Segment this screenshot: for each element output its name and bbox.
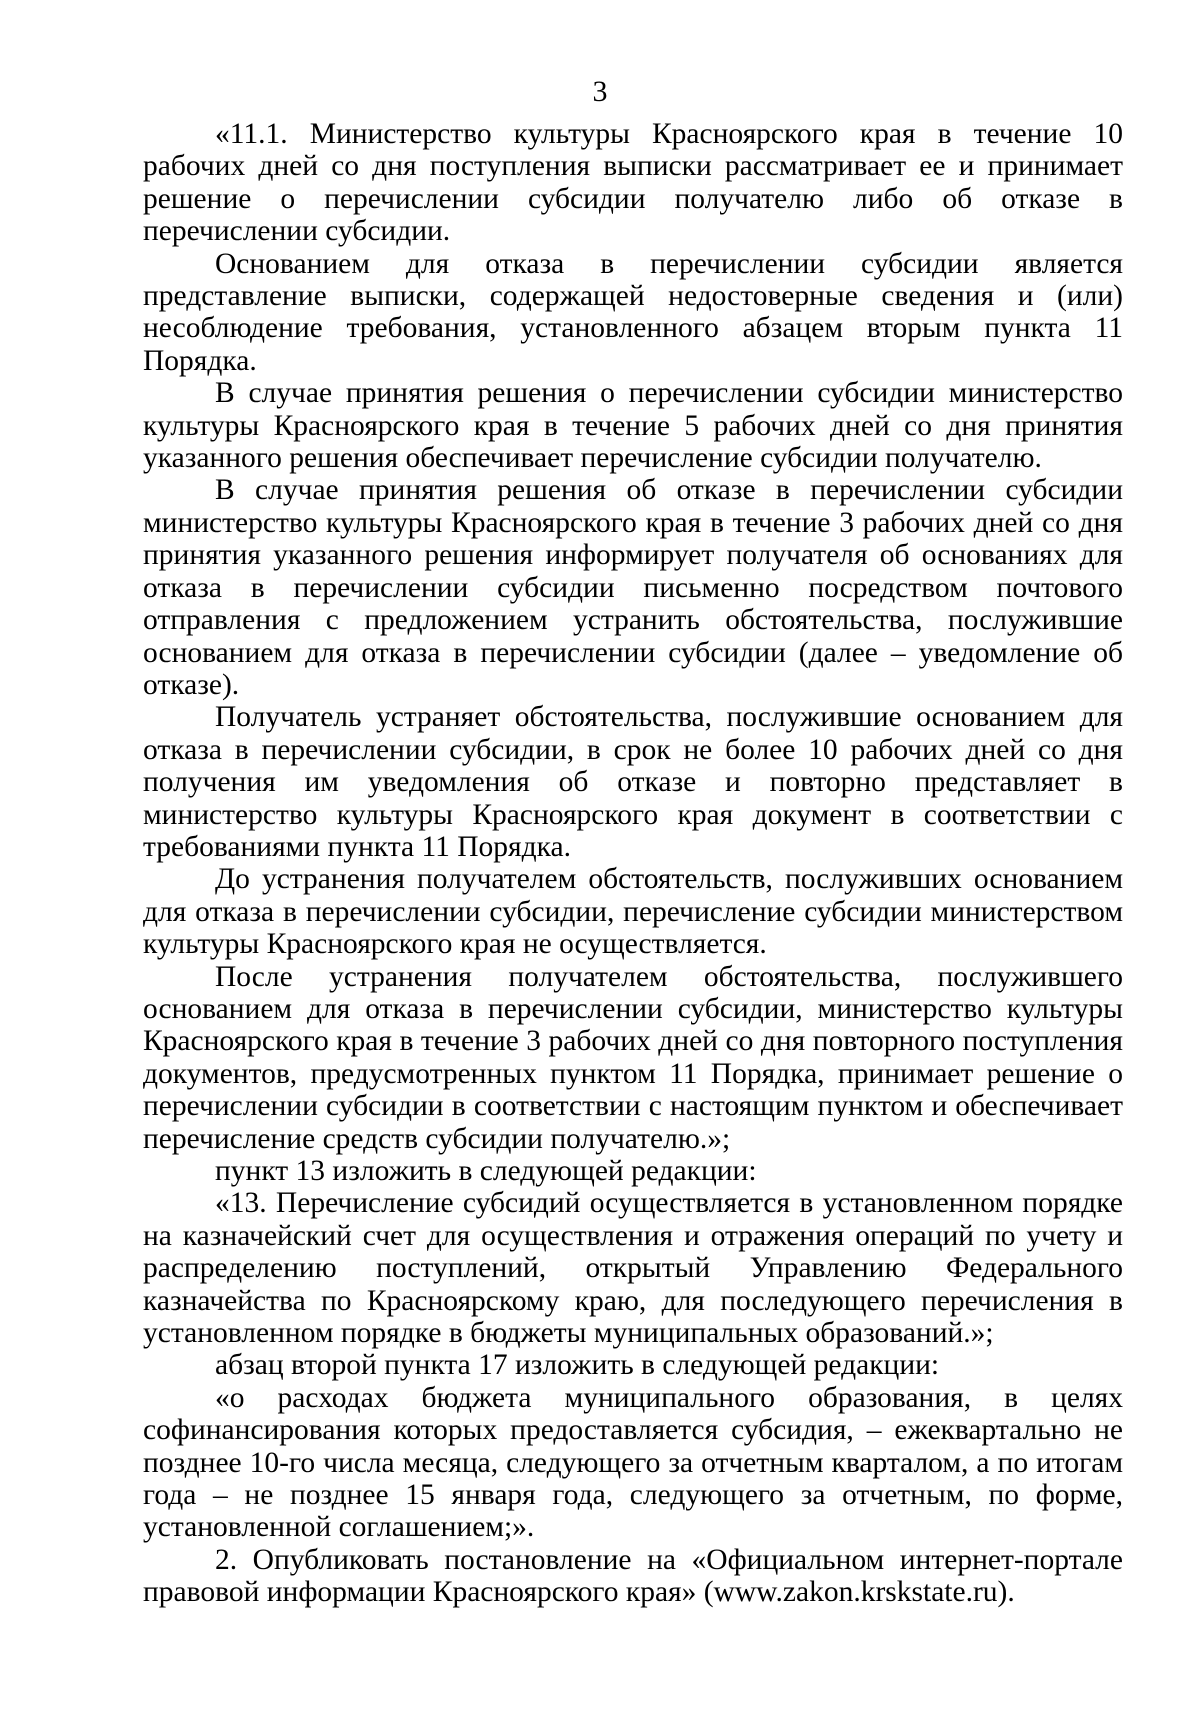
- page-number: 3: [592, 75, 608, 108]
- paragraph-refusal-grounds: Основанием для отказа в перечислении субсидии является представление выписки, содержащей недостоверные сведения и (или) несоблюдение требования, установленного абзацем вторым пункта 11 Порядка.: [143, 247, 1123, 377]
- paragraph-transfer-suspension: До устранения получателем обстоятельств, послуживших основанием для отказа в перечислении субсидии, перечисление субсидии министерством культуры Красноярского края не осуществляется.: [143, 863, 1123, 961]
- document-body: [143, 118, 1123, 1609]
- paragraph-item-13-intro: пункт 13 изложить в следующей редакции:: [215, 1155, 757, 1187]
- paragraph-after-elimination: После устранения получателем обстоятельства, послужившего основанием для отказа в перечислении субсидии, министерство культуры Красноярского края в течение 3 рабочих дней со дня повторного поступления документов, предусмотренных пунктом 11 Порядка, принимает решение о перечислении субсидии в соответствии с настоящим пунктом и обеспечивает перечисление средств субсидии получателю.»;: [143, 960, 1123, 1155]
- paragraph-item-13: «13. Перечисление субсидий осуществляется в установленном порядке на казначейский счет для осуществления и отражения операций по учету и распределению поступлений, открытый Управлению Федерального казначейства по Красноярскому краю, для последующего перечисления в установленном порядке в бюджеты муниципальных образований.»;: [143, 1187, 1123, 1350]
- paragraph-publication: 2. Опубликовать постановление на «Официальном интернет-портале правовой информации Красноярского края» (www.zakon.krskstate.ru).: [143, 1543, 1123, 1609]
- paragraph-11-1: «11.1. Министерство культуры Красноярского края в течение 10 рабочих дней со дня поступления выписки рассматривает ее и принимает решение о перечислении субсидии получателю либо об отказе в перечислении субсидии.: [143, 118, 1123, 248]
- paragraph-transfer-decision: В случае принятия решения о перечислении субсидии министерство культуры Красноярского края в течение 5 рабочих дней со дня принятия указанного решения обеспечивает перечисление субсидии получателю.: [143, 377, 1123, 475]
- paragraph-item-17-intro: абзац второй пункта 17 изложить в следующей редакции:: [215, 1349, 940, 1382]
- paragraph-item-17: «о расходах бюджета муниципального образования, в целях софинансирования которых предоставляется субсидия, – ежеквартально не позднее 10-го числа месяца, следующего за отчетным кварталом, а по итогам года – не позднее 15 января года, следующего за отчетным, по форме, установленной соглашением;».: [143, 1381, 1123, 1544]
- paragraph-refusal-decision: В случае принятия решения об отказе в перечислении субсидии министерство культуры Красноярского края в течение 3 рабочих дней со дня принятия указанного решения информирует получателя об основаниях для отказа в перечислении субсидии письменно посредством почтового отправления с предложением устранить обстоятельства, послужившие основанием для отказа в перечислении субсидии (далее – уведомление об отказе).: [143, 474, 1123, 701]
- paragraph-recipient-resubmission: Получатель устраняет обстоятельства, послужившие основанием для отказа в перечислении субсидии, в срок не более 10 рабочих дней со дня получения им уведомления об отказе и повторно представляет в министерство культуры Красноярского края документ в соответствии с требованиями пункта 11 Порядка.: [143, 701, 1123, 863]
